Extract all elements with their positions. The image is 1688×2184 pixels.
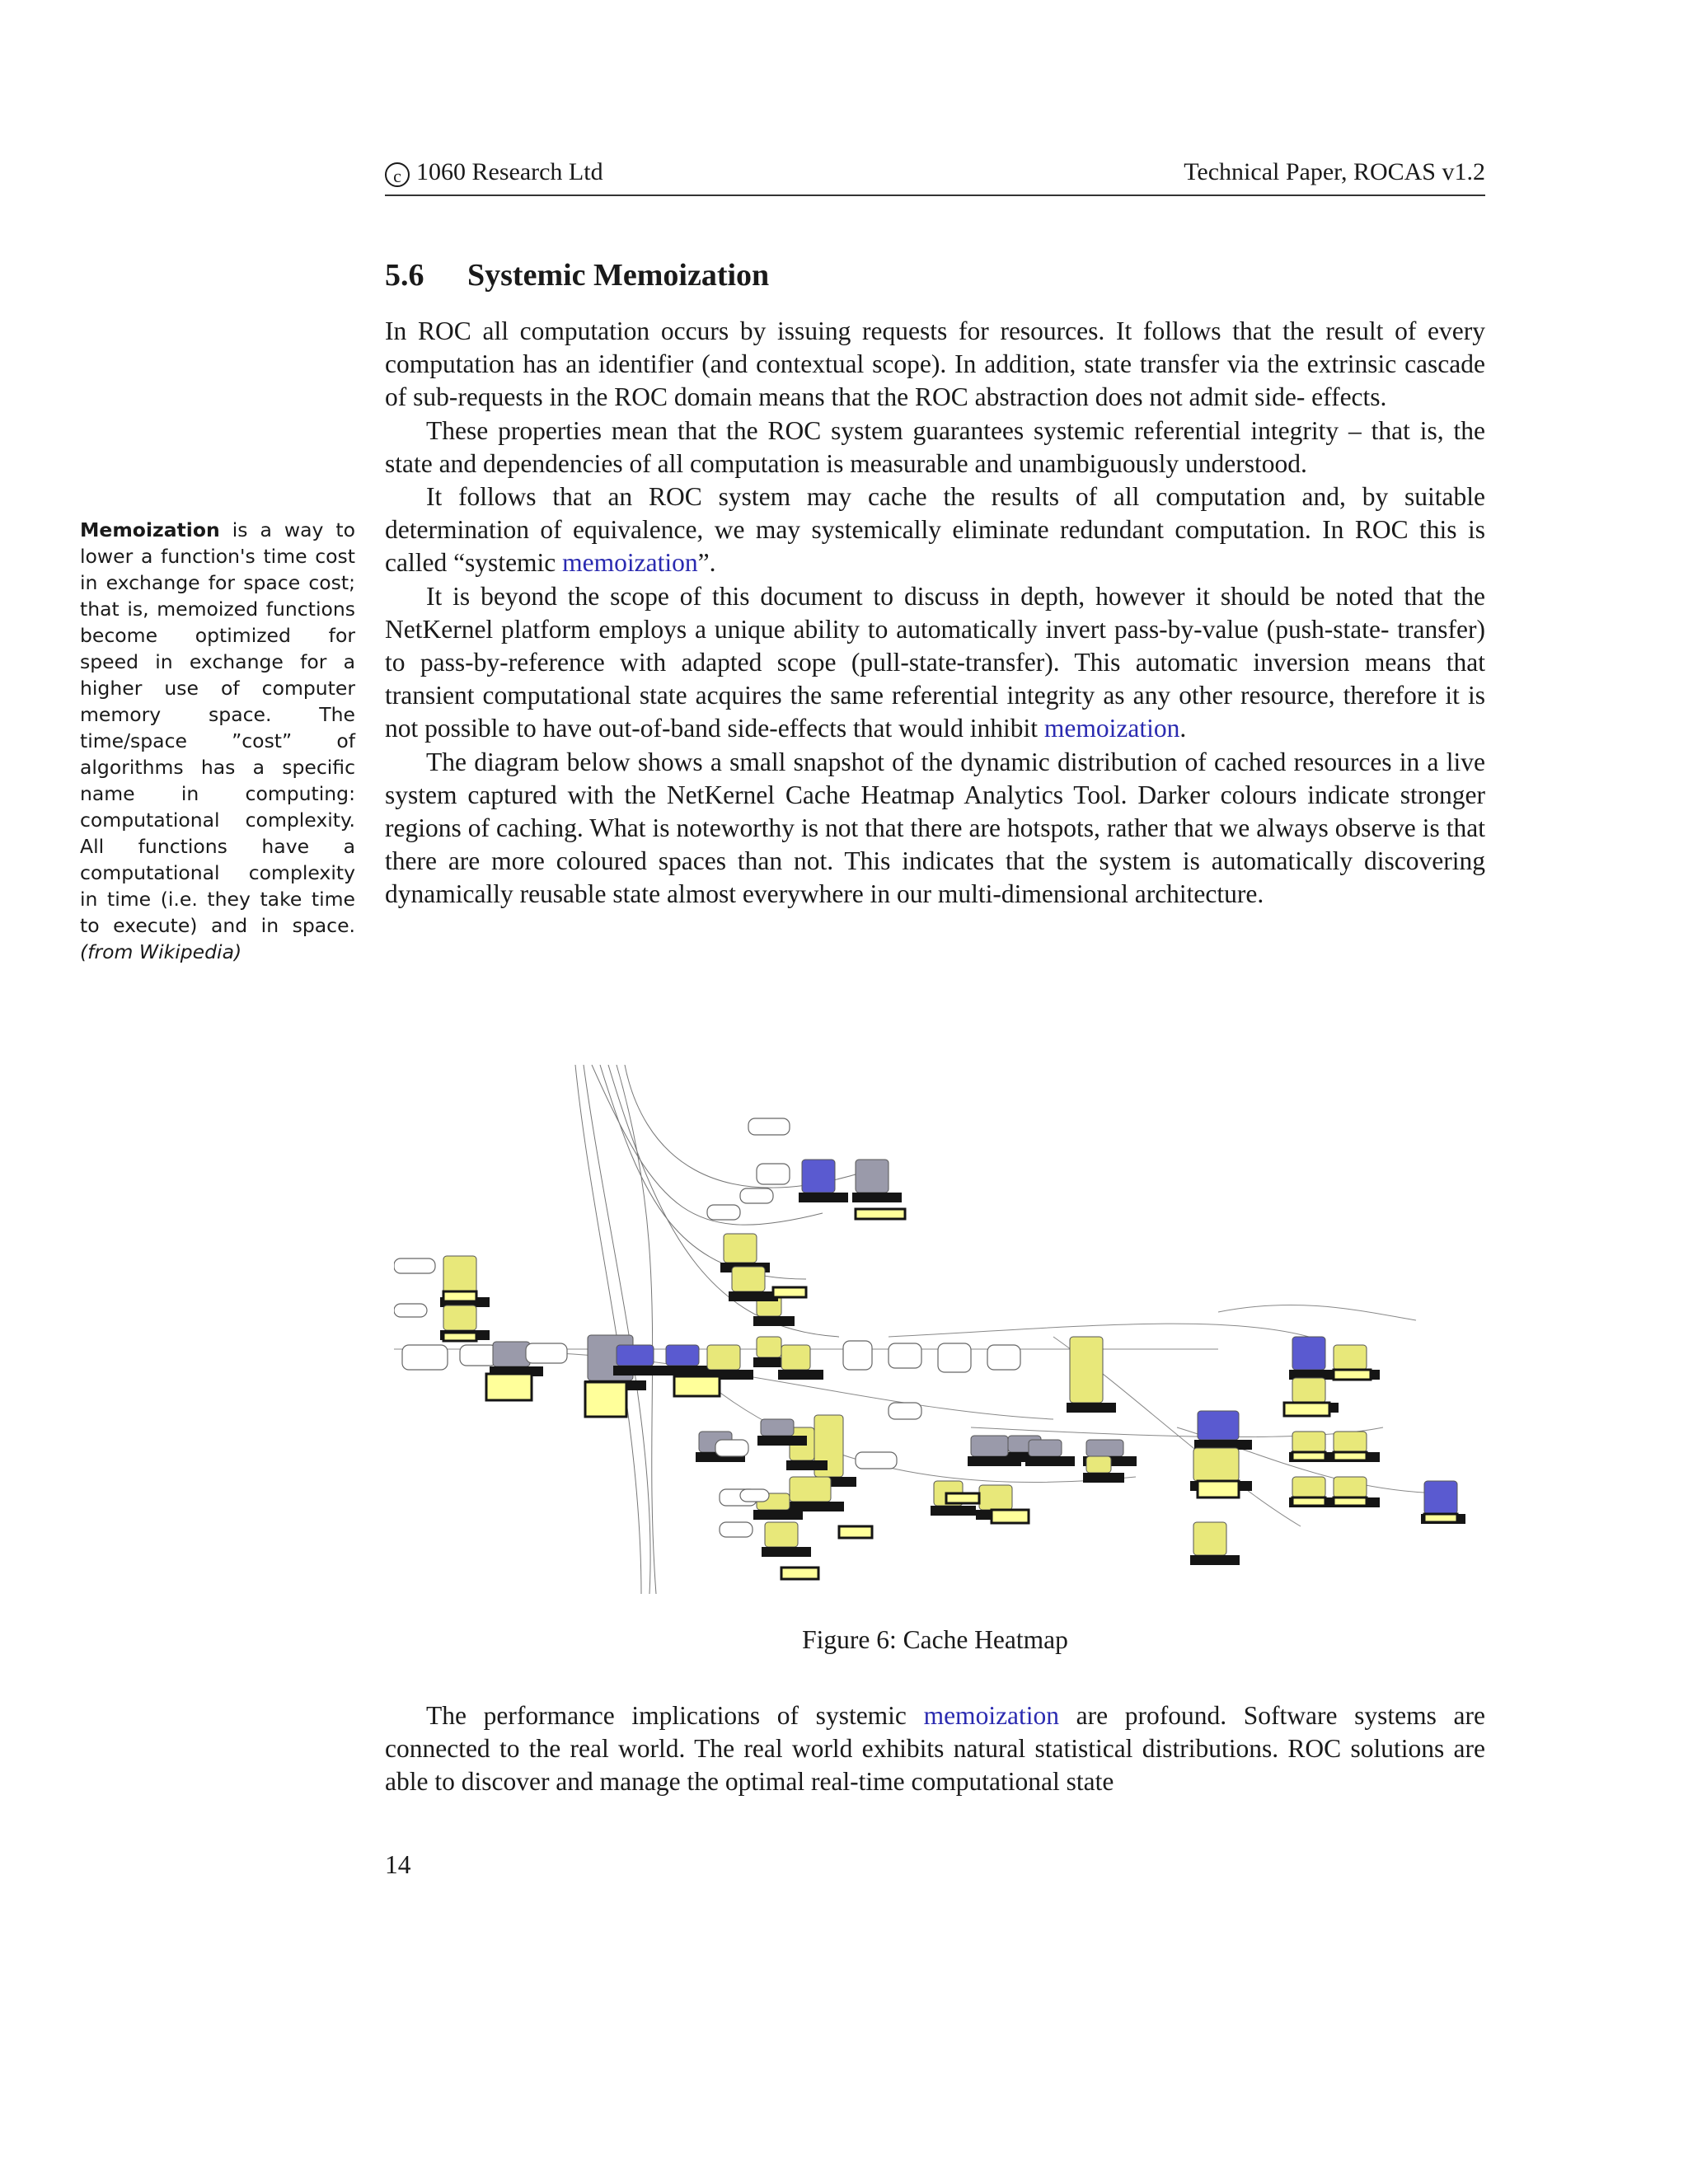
margin-note bbox=[80, 517, 355, 965]
section-title: Systemic Memoization bbox=[467, 258, 770, 293]
paragraph-1: In ROC all computation occurs by issuing requests for resources. It follows that the result of every computation has an identifier (and contextual scope). In addition, state transfer via the extrinsic cascade of sub-requests in the ROC domain means that the ROC abstraction does not admit side- effects. bbox=[385, 316, 1485, 412]
graph-node-cloud bbox=[526, 1343, 567, 1363]
graph-info-panel bbox=[781, 1568, 818, 1579]
graph-node-cloud bbox=[757, 1164, 790, 1184]
graph-node bbox=[1198, 1411, 1239, 1440]
graph-info-panel bbox=[443, 1333, 476, 1341]
graph-node-label-bar bbox=[931, 1506, 976, 1516]
graph-node-cloud bbox=[889, 1343, 921, 1368]
graph-info-panel bbox=[486, 1374, 532, 1400]
graph-node-label-bar bbox=[1025, 1456, 1075, 1466]
graph-node bbox=[856, 1160, 889, 1193]
cache-heatmap-figure bbox=[394, 1065, 1465, 1594]
graph-node-label-bar bbox=[762, 1547, 811, 1557]
graph-node bbox=[781, 1345, 810, 1370]
graph-edge bbox=[592, 1065, 823, 1225]
memoization-link[interactable]: memoization bbox=[1043, 714, 1180, 743]
graph-node-label-bar bbox=[968, 1456, 1021, 1466]
graph-node-cloud bbox=[402, 1345, 448, 1370]
graph-info-panel bbox=[1198, 1481, 1239, 1497]
graph-node-cloud bbox=[394, 1304, 427, 1317]
graph-node-label-bar bbox=[1083, 1473, 1124, 1483]
graph-info-panel bbox=[992, 1510, 1029, 1523]
graph-node bbox=[707, 1345, 740, 1370]
graph-node-cloud bbox=[394, 1258, 435, 1273]
graph-node-cloud bbox=[715, 1440, 748, 1456]
header-right: Technical Paper, ROCAS v1.2 bbox=[1184, 158, 1485, 185]
graph-node-label-bar bbox=[778, 1370, 823, 1380]
graph-edge bbox=[575, 1065, 641, 1594]
graph-node-label-bar bbox=[753, 1316, 795, 1326]
graph-node-label-bar bbox=[799, 1193, 848, 1202]
paragraph-3 bbox=[385, 480, 1485, 580]
graph-node bbox=[1334, 1432, 1367, 1452]
graph-node-cloud bbox=[720, 1522, 753, 1537]
graph-node bbox=[971, 1436, 1008, 1456]
paragraph-6-text: The performance implications of systemic bbox=[426, 1701, 924, 1730]
graph-node-label-bar bbox=[1190, 1555, 1240, 1565]
graph-node bbox=[1292, 1432, 1325, 1452]
graph-node-cloud bbox=[740, 1188, 773, 1203]
graph-info-panel bbox=[674, 1376, 720, 1396]
header-publisher: 1060 Research Ltd bbox=[416, 158, 603, 185]
paragraph-3-text: It follows that an ROC system may cache the results of all computation and, by suitable determination of equivalence, we may systemically eliminate redundant computation. In ROC this is called “systemic bbox=[385, 482, 1485, 578]
graph-node-cloud bbox=[938, 1343, 971, 1372]
graph-info-panel bbox=[1284, 1403, 1329, 1416]
graph-node-cloud bbox=[856, 1452, 897, 1469]
graph-node bbox=[443, 1305, 476, 1330]
memoization-link[interactable]: memoization bbox=[562, 548, 698, 578]
paragraph-6-end: are profound. Software systems are connected to the real world. The real world exhibits natural statistical distributions. ROC solutions are able to discover and manage the optimal real-time computational state bbox=[385, 1701, 1486, 1797]
graph-node-label-bar bbox=[729, 1291, 778, 1301]
paragraph-5: The diagram below shows a small snapshot of the dynamic distribution of cached resources in a live system captured with the NetKernel Cache Heatmap Analytics Tool. Darker colours indicate stronger regions of caching. What is noteworthy is not that there are hotspots, rather that we always observe is that there are more coloured spaces than not. This indicates that the system is automatically discovering dynamically reusable state almost everywhere in our multi-dimensional architecture. bbox=[385, 747, 1485, 909]
graph-node-cloud bbox=[460, 1345, 497, 1366]
graph-edge bbox=[889, 1324, 1309, 1337]
graph-node bbox=[757, 1337, 781, 1357]
paragraph-3-end: ”. bbox=[697, 548, 716, 578]
paragraph-4-text: It is beyond the scope of this document to discuss in depth, however it should be noted that the NetKernel platform employs a unique ability to automatically invert pass-by-value (push-state- transfer) to pass-by-reference with adapted scope (pull-state-transfer). This automatic inversion means that transient computational state acquires the same referential integrity as any other resource, therefore it is not possible to have out-of-band side-effects that would inhibit bbox=[385, 581, 1485, 743]
graph-node-cloud bbox=[740, 1489, 769, 1502]
graph-node-cloud bbox=[707, 1205, 740, 1220]
graph-node bbox=[1086, 1456, 1111, 1473]
graph-node-label-bar bbox=[1067, 1403, 1116, 1413]
graph-info-panel bbox=[839, 1526, 872, 1538]
margin-note-source: (from Wikipedia) bbox=[80, 940, 242, 963]
graph-node bbox=[1193, 1448, 1239, 1481]
graph-node bbox=[1292, 1378, 1325, 1403]
graph-info-panel bbox=[1292, 1452, 1325, 1460]
graph-edge bbox=[584, 1065, 650, 1594]
figure-caption: Figure 6: Cache Heatmap bbox=[802, 1625, 1068, 1654]
graph-info-panel bbox=[1334, 1497, 1367, 1506]
graph-node-label-bar bbox=[786, 1460, 828, 1470]
graph-node bbox=[1424, 1481, 1457, 1514]
graph-node bbox=[732, 1267, 765, 1291]
running-header bbox=[385, 158, 1485, 196]
graph-node bbox=[761, 1419, 794, 1436]
graph-info-panel bbox=[856, 1209, 905, 1219]
graph-node bbox=[724, 1234, 757, 1263]
graph-info-panel bbox=[1424, 1514, 1457, 1522]
section-number: 5.6 bbox=[385, 258, 424, 293]
margin-note-term: Memoization bbox=[80, 518, 220, 541]
graph-info-panel bbox=[443, 1291, 476, 1301]
graph-node-cloud bbox=[987, 1345, 1020, 1370]
graph-node-label-bar bbox=[613, 1366, 667, 1376]
graph-node bbox=[666, 1345, 699, 1366]
graph-node bbox=[979, 1485, 1012, 1510]
paragraph-2: These properties mean that the ROC system guarantees systemic referential integrity – that is, the state and dependencies of all computation is measurable and unambiguously understood. bbox=[385, 415, 1485, 478]
graph-node-cloud bbox=[889, 1403, 921, 1419]
graph-node bbox=[1292, 1477, 1325, 1497]
page-number: 14 bbox=[385, 1850, 411, 1879]
graph-node bbox=[802, 1160, 835, 1193]
graph-node-cloud bbox=[843, 1341, 872, 1370]
graph-info-panel bbox=[773, 1287, 806, 1297]
graph-info-panel bbox=[946, 1493, 979, 1503]
graph-node bbox=[1334, 1345, 1367, 1370]
graph-node bbox=[1193, 1522, 1226, 1555]
graph-node-label-bar bbox=[753, 1510, 803, 1520]
graph-node bbox=[1086, 1440, 1123, 1456]
graph-node bbox=[790, 1477, 831, 1502]
graph-node bbox=[1070, 1337, 1103, 1403]
paragraph-4 bbox=[385, 580, 1485, 746]
graph-node-label-bar bbox=[852, 1193, 902, 1202]
body-text-continued bbox=[385, 1699, 1485, 1799]
graph-node-cloud bbox=[748, 1118, 790, 1135]
paragraph-4-end: . bbox=[1179, 714, 1187, 743]
graph-node bbox=[617, 1345, 654, 1366]
graph-edge bbox=[1218, 1305, 1416, 1320]
header-left bbox=[385, 158, 603, 187]
graph-node-label-bar bbox=[757, 1436, 807, 1446]
margin-note-text: is a way to lower a function's time cost in exchange for space cost; that is, memoized functions become optimized for speed in exchange for a higher use of computer memory space. The time/space ”cost” of algorithms has a specific name in computing: computational complexity. All functions have a computational complexity in time (i.e. they take time to execute) and in space. bbox=[80, 518, 355, 937]
graph-info-panel bbox=[1292, 1497, 1325, 1506]
cache-heatmap-graph bbox=[394, 1065, 1465, 1594]
copyright-icon: c bbox=[385, 162, 410, 187]
graph-node bbox=[1029, 1440, 1062, 1456]
graph-info-panel bbox=[1334, 1452, 1367, 1460]
graph-node bbox=[765, 1522, 798, 1547]
body-text bbox=[385, 315, 1485, 912]
graph-node bbox=[1292, 1337, 1325, 1370]
paragraph-6 bbox=[385, 1699, 1485, 1799]
section-heading bbox=[385, 257, 769, 293]
graph-info-panel bbox=[1334, 1370, 1371, 1380]
memoization-link[interactable]: memoization bbox=[923, 1701, 1060, 1730]
graph-info-panel bbox=[585, 1382, 626, 1417]
graph-node bbox=[1334, 1477, 1367, 1497]
graph-node bbox=[493, 1342, 530, 1366]
graph-edge bbox=[617, 1065, 656, 1594]
